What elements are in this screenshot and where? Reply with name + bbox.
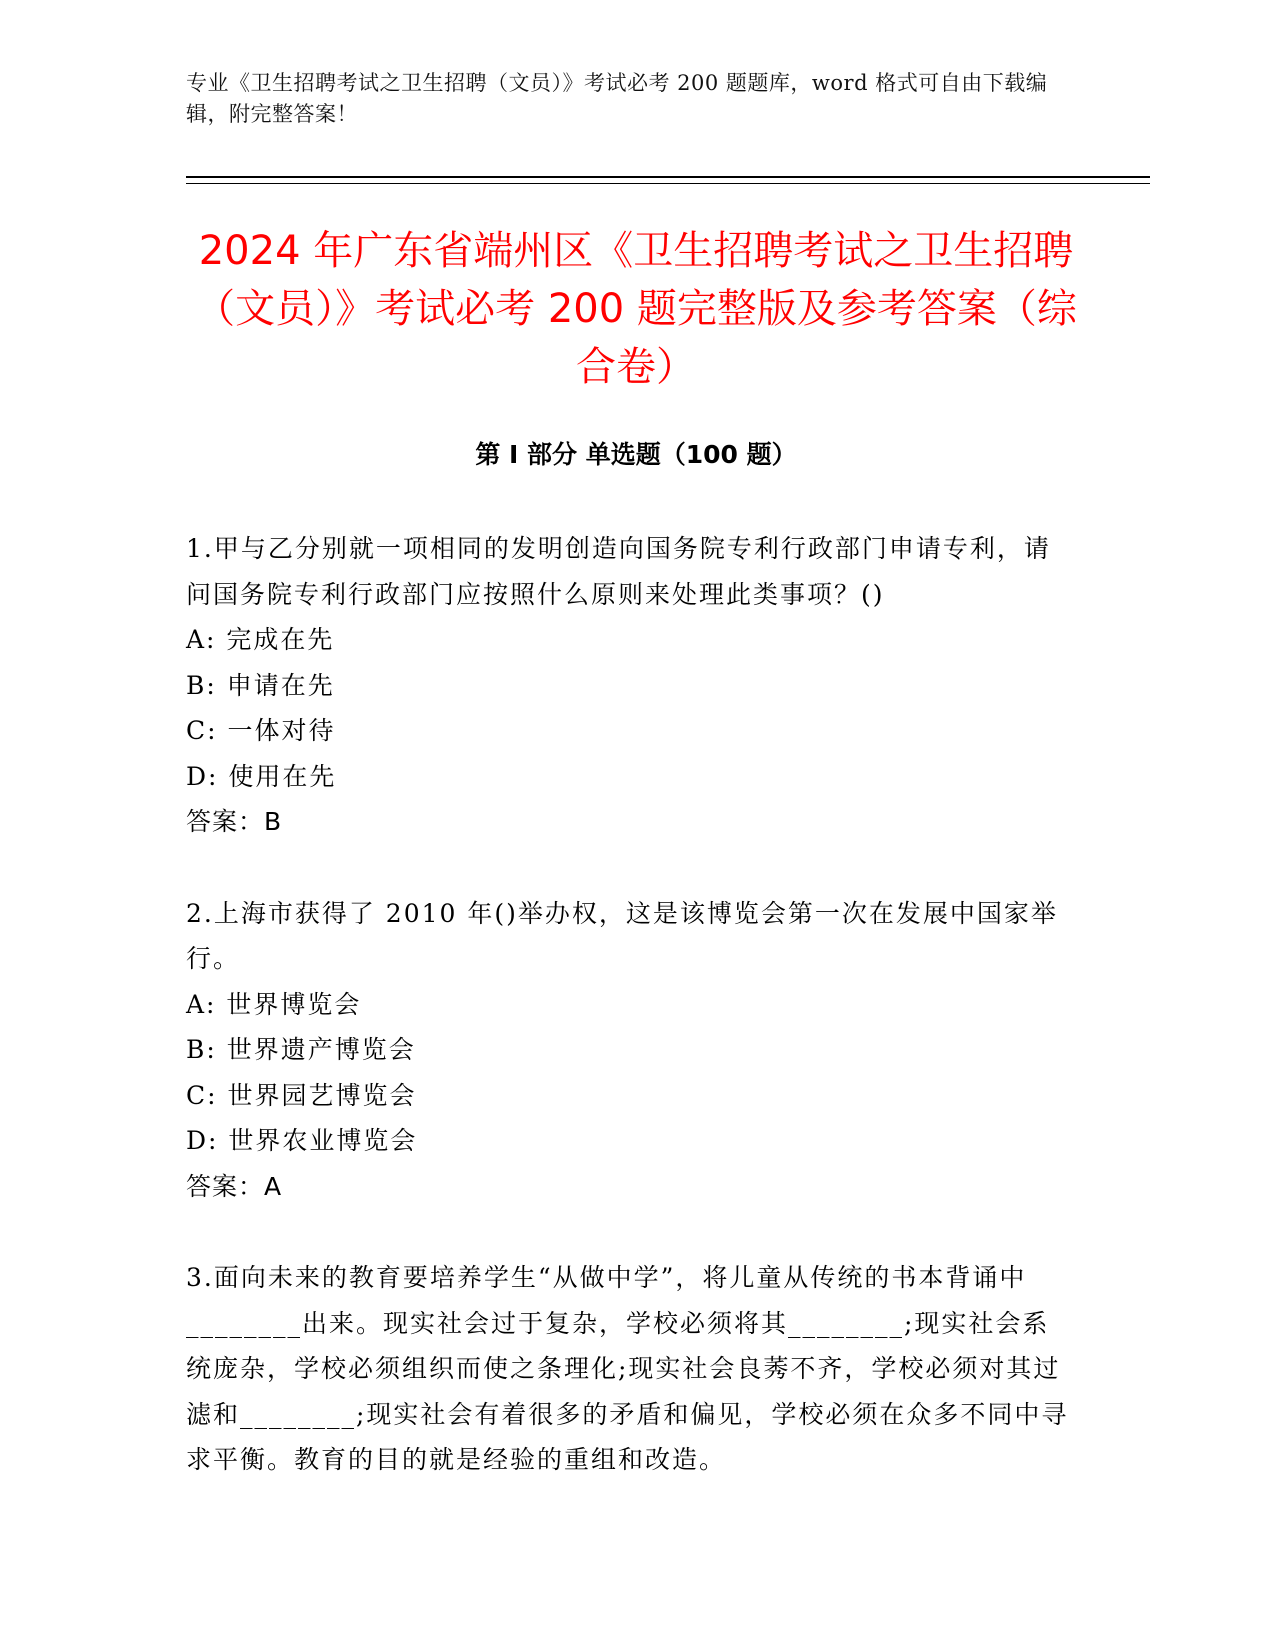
option-b: B: 世界遗产博览会 xyxy=(186,1035,416,1064)
option-c: C: 一体对待 xyxy=(186,716,336,745)
question-text: 3.面向未来的教育要培养学生“从做中学”，将儿童从传统的书本背诵中________出来。现实社会过于复杂，学校必须将其________;现实社会系统庞杂，学校必须组织而使之条理化;现实社会良莠不齐，学校必须对其过滤和________;现实社会有着很多的矛盾和偏见，学校必须在众多不同中寻求平衡。教育的目的就是经验的重组和改造。 xyxy=(186,1263,1069,1474)
question-list xyxy=(186,526,1076,1529)
header-note: 专业《卫生招聘考试之卫生招聘（文员）》考试必考 200 题题库，word 格式可自由下载编辑，附完整答案！ xyxy=(186,71,1048,126)
question-1 xyxy=(186,526,1076,845)
header-divider-thick xyxy=(186,176,1150,178)
option-a: A: 完成在先 xyxy=(186,625,335,654)
answer-line: 答案：A xyxy=(186,1171,283,1201)
question-3 xyxy=(186,1255,1076,1483)
document-title: 2024 年广东省端州区《卫生招聘考试之卫生招聘（文员）》考试必考 200 题完整版及参考答案（综合卷） xyxy=(195,228,1077,390)
option-d: D: 世界农业博览会 xyxy=(186,1126,418,1155)
option-a: A: 世界博览会 xyxy=(186,989,362,1019)
answer-line: 答案：B xyxy=(186,807,283,836)
option-b: B: 申请在先 xyxy=(186,670,335,700)
option-c: C: 世界园艺博览会 xyxy=(186,1080,417,1110)
header-divider-thin xyxy=(186,183,1150,184)
section-title: 第 I 部分 单选题（100 题） xyxy=(475,440,797,469)
question-text: 2.上海市获得了 2010 年()举办权，这是该博览会第一次在发展中国家举行。 xyxy=(186,898,1058,973)
question-text: 1.甲与乙分别就一项相同的发明创造向国务院专利行政部门申请专利，请问国务院专利行政部门应按照什么原则来处理此类事项？() xyxy=(186,534,1051,609)
question-2 xyxy=(186,891,1076,1210)
option-d: D: 使用在先 xyxy=(186,761,337,791)
